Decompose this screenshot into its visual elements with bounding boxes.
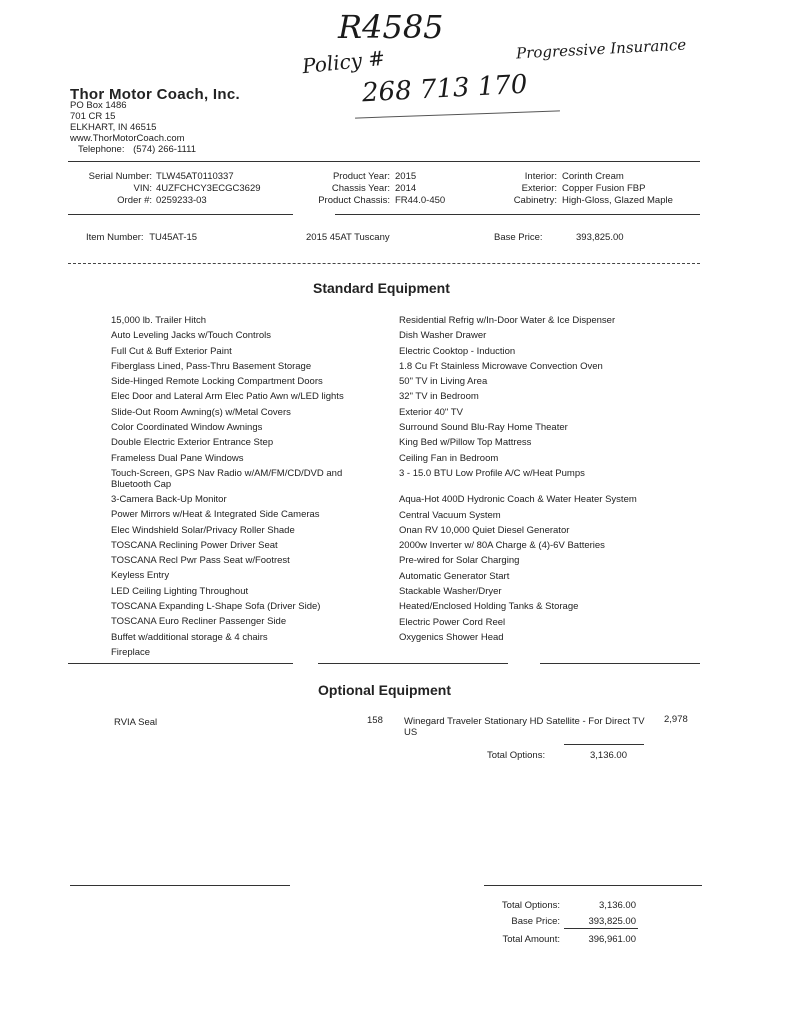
vin-label: VIN: [133, 183, 152, 194]
cabinetry-label: Cabinetry: [513, 195, 557, 206]
list-item: Fiberglass Lined, Pass-Thru Basement Storage [111, 360, 312, 372]
list-item: Double Electric Exterior Entrance Step [111, 437, 274, 449]
list-item: Elec Door and Lateral Arm Elec Patio Awn w/LED lights [111, 391, 344, 403]
summary-total-options-value: 3,136.00 [599, 900, 636, 911]
optional-total-rule [564, 744, 644, 745]
list-item [399, 481, 637, 492]
product-year-label: Product Year: [332, 171, 390, 182]
handwritten-claim-number: R4585 [338, 8, 444, 46]
vehicle-values-col2 [395, 171, 445, 207]
list-item: Pre-wired for Solar Charging [399, 555, 520, 567]
order-value: 0259233-03 [156, 195, 207, 206]
list-item: Touch-Screen, GPS Nav Radio w/AM/FM/CD/DVD and [111, 467, 343, 479]
list-item: 15,000 lb. Trailer Hitch [111, 315, 207, 326]
list-item: Central Vacuum System [399, 509, 501, 521]
standard-list-left [111, 313, 344, 660]
list-item: 32" TV in Bedroom [399, 391, 479, 403]
handwritten-policy-label: Policy # [300, 45, 387, 79]
list-item: Ceiling Fan in Bedroom [399, 452, 499, 464]
list-item: LED Ceiling Lighting Throughout [111, 585, 249, 597]
list-item: Residential Refrig w/In-Door Water & Ice Dispenser [399, 315, 616, 326]
order-label: Order #: [117, 195, 152, 206]
list-item: Onan RV 10,000 Quiet Diesel Generator [399, 524, 570, 536]
summary-base-price-label: Base Price: [511, 916, 560, 927]
serial-label: Serial Number: [88, 171, 152, 182]
list-item: Electric Cooktop - Induction [399, 345, 516, 357]
divider-top [68, 161, 700, 162]
divider-summary-right [484, 885, 702, 886]
summary-total-amount-label: Total Amount: [502, 934, 560, 945]
vehicle-labels-col3 [470, 171, 557, 207]
optional-item-price: 158 [367, 715, 383, 726]
company-city: ELKHART, IN 46515 [70, 122, 157, 133]
list-item: Stackable Washer/Dryer [399, 586, 502, 598]
interior-value: Corinth Cream [562, 171, 624, 182]
list-item: Buffet w/additional storage & 4 chairs [111, 631, 268, 643]
telephone-value: (574) 266-1111 [133, 144, 196, 155]
list-item: Surround Sound Blu-Ray Home Theater [399, 422, 568, 434]
divider-vehicle-left [68, 214, 293, 215]
summary-total-rule [564, 928, 638, 929]
divider-item [68, 263, 700, 264]
vehicle-labels-col2 [300, 171, 390, 207]
list-item: Electric Power Cord Reel [399, 616, 506, 628]
interior-label: Interior: [524, 171, 557, 182]
list-item: Color Coordinated Window Awnings [111, 422, 263, 434]
list-item: Keyless Entry [111, 570, 170, 582]
list-item: 2000w Inverter w/ 80A Charge & (4)-6V Batteries [399, 540, 605, 552]
list-item: Bluetooth Cap [111, 478, 172, 490]
item-base-price-label: Base Price: [494, 232, 543, 243]
product-chassis-value: FR44.0-450 [395, 195, 446, 206]
item-number-value: TU45AT-15 [149, 232, 198, 243]
list-item: Side-Hinged Remote Locking Compartment Doors [111, 376, 323, 388]
item-description: 2015 45AT Tuscany [306, 232, 390, 243]
optional-total-value: 3,136.00 [590, 750, 627, 761]
list-item: King Bed w/Pillow Top Mattress [399, 437, 532, 449]
list-item: Frameless Dual Pane Windows [111, 452, 244, 464]
item-number-label: Item Number: [86, 232, 144, 243]
list-item: 50" TV in Living Area [399, 376, 488, 388]
list-item: Oxygenics Shower Head [399, 631, 504, 643]
list-item: Slide-Out Room Awning(s) w/Metal Covers [111, 406, 291, 418]
product-year-value: 2015 [395, 171, 417, 182]
vehicle-labels-col1 [72, 171, 152, 207]
list-item: Fireplace [111, 646, 151, 658]
chassis-year-label: Chassis Year: [331, 183, 390, 194]
company-po-box: PO Box 1486 [70, 100, 127, 111]
summary-values [566, 898, 636, 948]
optional-total-label: Total Options: [487, 750, 546, 761]
company-web: www.ThorMotorCoach.com [70, 133, 185, 144]
list-item: Power Mirrors w/Heat & Integrated Side Cameras [111, 509, 320, 521]
company-address [70, 100, 196, 155]
handwritten-policy-number: 268 713 170 [361, 69, 529, 109]
optional-item-name: Winegard Traveler Stationary HD Satellite - For Direct TV US [404, 716, 645, 738]
list-item: Full Cut & Buff Exterior Paint [111, 345, 232, 357]
chassis-year-value: 2014 [395, 183, 417, 194]
list-item: Dish Washer Drawer [399, 330, 487, 342]
vin-value: 4UZFCHCY3ECGC3629 [156, 183, 261, 194]
divider-standard-right [318, 663, 508, 664]
list-item: TOSCANA Euro Recliner Passenger Side [111, 616, 287, 628]
serial-value: TLW45AT0110337 [156, 171, 234, 182]
summary-base-price-value: 393,825.00 [588, 916, 636, 927]
vehicle-values-col1 [156, 171, 261, 207]
list-item: 3 - 15.0 BTU Low Profile A/C w/Heat Pumps [399, 467, 585, 479]
company-name: Thor Motor Coach, Inc. [70, 86, 240, 103]
exterior-label: Exterior: [521, 183, 557, 194]
list-item: 3-Camera Back-Up Monitor [111, 493, 227, 505]
product-chassis-label: Product Chassis: [318, 195, 390, 206]
divider-standard-far [540, 663, 700, 664]
list-item: TOSCANA Recl Pwr Pass Seat w/Footrest [111, 555, 290, 567]
divider-standard-left [68, 663, 293, 664]
item-number-row [86, 232, 197, 243]
standard-list-right [399, 313, 637, 645]
list-item: Aqua-Hot 400D Hydronic Coach & Water Heater System [399, 494, 637, 506]
list-item: Automatic Generator Start [399, 570, 510, 582]
list-item: Elec Windshield Solar/Privacy Roller Shade [111, 524, 295, 536]
handwritten-underline [355, 110, 560, 118]
list-item: TOSCANA Reclining Power Driver Seat [111, 539, 278, 551]
optional-item-name: RVIA Seal [114, 717, 158, 728]
telephone-label: Telephone: [78, 144, 125, 155]
optional-item-price: 2,978 [664, 714, 688, 725]
list-item: Exterior 40" TV [399, 406, 463, 418]
list-item: Heated/Enclosed Holding Tanks & Storage [399, 601, 579, 613]
list-item: Auto Leveling Jacks w/Touch Controls [111, 330, 271, 342]
cabinetry-value: High-Gloss, Glazed Maple [562, 195, 673, 206]
vehicle-values-col3 [562, 171, 673, 207]
optional-equipment-heading: Optional Equipment [318, 682, 451, 698]
item-base-price-value: 393,825.00 [576, 232, 624, 243]
list-item: 1.8 Cu Ft Stainless Microwave Convection Oven [399, 360, 603, 372]
exterior-value: Copper Fusion FBP [562, 183, 646, 194]
company-street: 701 CR 15 [70, 111, 116, 122]
standard-equipment-heading: Standard Equipment [313, 280, 450, 296]
divider-vehicle-right [335, 214, 700, 215]
handwritten-insurer: Progressive Insurance [515, 35, 687, 63]
summary-labels [470, 898, 560, 948]
list-item: TOSCANA Expanding L-Shape Sofa (Driver Side) [111, 601, 321, 613]
summary-total-options-label: Total Options: [501, 900, 560, 911]
divider-summary-left [70, 885, 290, 886]
summary-total-amount-value: 396,961.00 [588, 934, 636, 945]
